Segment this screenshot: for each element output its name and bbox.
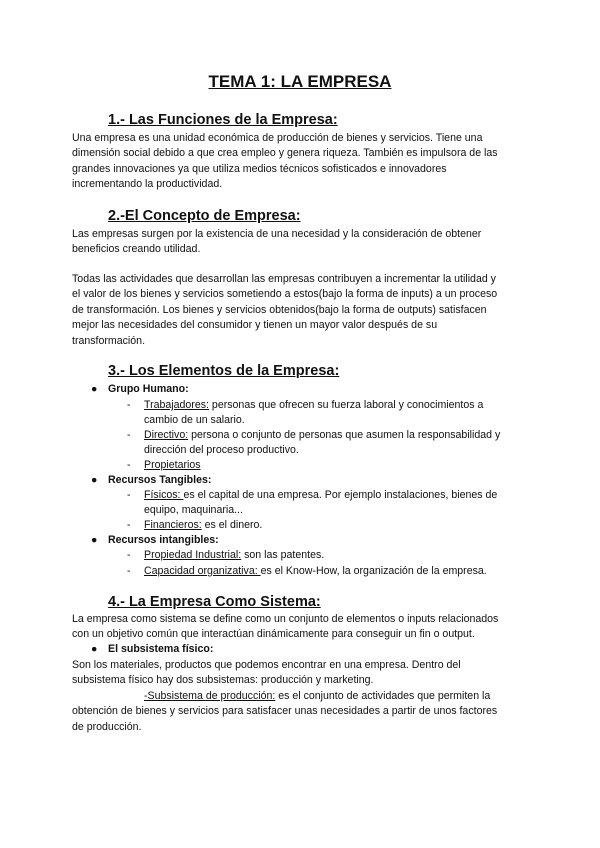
text-line: La empresa como sistema se define como un conjunto de elementos o inputs relacionados <box>72 613 499 625</box>
dash-icon: - <box>127 519 131 531</box>
definition: persona o conjunto de personas que asumen la responsabilidad y <box>188 429 501 441</box>
definition: es el capital de una empresa. Por ejemplo instalaciones, bienes de <box>183 489 498 501</box>
text-line: subsistema físico hay dos subsistemas: producción y marketing. <box>72 674 374 687</box>
term: Directivo: <box>144 429 189 441</box>
definition: es el Know-How, la organización de la empresa. <box>260 565 487 577</box>
text-line: obtención de bienes y servicios para satisfacer unas necesidades a partir de unos factores <box>72 705 498 718</box>
dash-icon: - <box>127 565 131 577</box>
dash-icon: - <box>127 399 131 411</box>
definition: es el dinero. <box>201 519 263 531</box>
list-item-directivo <box>127 428 527 459</box>
text-line: Todas las actividades que desarrollan las empresas contribuyen a incrementar la utilidad y <box>72 273 496 285</box>
list-item-trabajadores <box>127 398 527 429</box>
text-line: el valor de los bienes y servicios sometiendo a estos(bajo la forma de inputs) a un proceso <box>72 288 498 301</box>
term: Propiedad Industrial: <box>144 549 242 561</box>
term: Capacidad organizativa: <box>144 565 261 577</box>
section-4-heading: 4.- La Empresa Como Sistema: <box>108 594 321 610</box>
definition-continued: equipo, maquinaria... <box>144 504 243 517</box>
text-line: de producción. <box>72 720 142 733</box>
text-line: con un objetivo común que interactúan dinámicamente para conseguir un fin o output. <box>72 628 475 641</box>
definition-continued: cambio de un salario. <box>144 414 245 427</box>
bullet-label: El subsistema físico: <box>108 643 214 655</box>
bullet-grupo-humano <box>91 383 189 395</box>
section-4-intro <box>72 612 532 643</box>
text-line: dimensión social debido a que crea empleo y genera riqueza. También es impulsora de las <box>72 147 498 160</box>
bullet-recursos-intangibles <box>91 534 219 546</box>
list-item-propietarios <box>127 458 527 473</box>
definition: es el conjunto de actividades que permiten la <box>275 689 491 702</box>
definition-continued: dirección del proceso productivo. <box>144 444 299 457</box>
section-2-paragraph-1 <box>72 227 532 258</box>
term: Físicos: <box>144 489 184 501</box>
bullet-icon: ● <box>91 534 98 546</box>
text-line: mejor las necesidades del consumidor y tienen un mayor valor después de su <box>72 319 438 332</box>
text-line: grandes innovaciones ya que utiliza medios técnicos sofisticados e innovadores <box>72 162 447 175</box>
dash-icon: - <box>127 459 131 471</box>
bullet-icon: ● <box>91 474 98 486</box>
term: Propietarios <box>144 459 201 471</box>
bullet-icon: ● <box>91 643 98 655</box>
text-line: beneficios creando utilidad. <box>72 243 201 256</box>
section-1-heading: 1.- Las Funciones de la Empresa: <box>108 112 338 128</box>
bullet-subsistema-fisico <box>91 643 213 655</box>
dash-icon: - <box>127 549 131 561</box>
dash-icon: - <box>127 489 131 501</box>
definition: personas que ofrecen su fuerza laboral y conocimientos a <box>208 399 484 411</box>
term: Trabajadores: <box>144 399 209 411</box>
text-line: Una empresa es una unidad económica de producción de bienes y servicios. Tiene una <box>72 132 483 144</box>
term: Financieros: <box>144 519 202 531</box>
term: -Subsistema de producción: <box>144 689 276 702</box>
definition: son las patentes. <box>241 549 325 561</box>
section-2-heading: 2.-El Concepto de Empresa: <box>108 208 301 224</box>
text-line: incrementando la productividad. <box>72 178 223 191</box>
bullet-label: Grupo Humano: <box>108 383 189 395</box>
text-line: transformación. <box>72 334 146 347</box>
list-item-financieros <box>127 518 527 533</box>
section-1-paragraph <box>72 131 532 193</box>
section-4-body <box>72 658 532 735</box>
section-3-heading: 3.- Los Elementos de la Empresa: <box>108 363 340 379</box>
bullet-recursos-tangibles <box>91 474 211 486</box>
list-item-capacidad-organizativa <box>127 564 527 579</box>
text-line: Las empresas surgen por la existencia de una necesidad y la consideración de obtener <box>72 228 482 240</box>
text-line: de transformación. Los bienes y servicios obtenidos(bajo la forma de outputs) satisfacen <box>72 303 487 316</box>
dash-icon: - <box>127 429 131 441</box>
page-title: TEMA 1: LA EMPRESA <box>208 72 392 91</box>
bullet-label: Recursos intangibles: <box>108 534 219 546</box>
bullet-icon: ● <box>91 383 98 395</box>
text-line: Son los materiales, productos que podemos encontrar en una empresa. Dentro del <box>72 659 461 671</box>
list-item-fisicos <box>127 488 527 519</box>
list-item-propiedad-industrial <box>127 548 527 563</box>
section-2-paragraph-2 <box>72 272 532 349</box>
bullet-label: Recursos Tangibles: <box>108 474 212 486</box>
